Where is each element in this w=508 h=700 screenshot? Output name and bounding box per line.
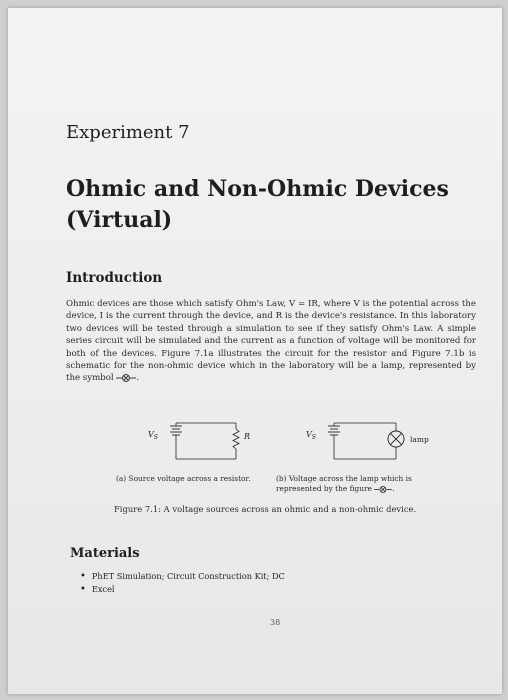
svg-text:VS — [148, 430, 158, 441]
caption-a: (a) Source voltage across a resistor. — [116, 474, 251, 483]
left-voltage-source-icon — [170, 423, 182, 459]
right-voltage-source-icon — [328, 423, 340, 459]
lamp-symbol-icon — [116, 374, 136, 382]
document-page — [8, 8, 502, 694]
page-number: 38 — [270, 618, 281, 627]
caption-b-text: (b) Voltage across the lamp which is represented by the figure — [276, 474, 412, 493]
right-source-label: V — [306, 430, 312, 439]
resistor-icon — [233, 429, 239, 449]
page-title — [66, 174, 486, 236]
resistor-label: R — [244, 432, 251, 441]
left-source-label: V — [148, 430, 154, 439]
lamp-icon — [388, 431, 404, 447]
lamp-circuit — [306, 423, 429, 459]
lamp-label: lamp — [410, 435, 429, 444]
list-item: • PhET Simulation; Circuit Construction Kit; DC — [80, 570, 285, 583]
introduction-text-end: . — [136, 373, 140, 384]
svg-text:VS — [306, 430, 316, 441]
right-source-subscript: S — [311, 434, 316, 441]
list-item: • Excel — [80, 583, 285, 596]
materials-list — [80, 570, 285, 596]
materials-heading: Materials — [70, 546, 140, 561]
experiment-label: Experiment 7 — [66, 122, 190, 143]
left-source-subscript: S — [153, 434, 158, 441]
title-line-2: (Virtual) — [66, 207, 173, 233]
caption-b-end: . — [392, 484, 395, 493]
figure-caption: Figure 7.1: A voltage sources across an ohmic and a non-ohmic device. — [114, 504, 417, 514]
caption-b — [276, 474, 456, 494]
introduction-text: Ohmic devices are those which satisfy Ohm's Law, V = IR, where V is the potential across the device, I is the current through the device, and R is the device's resistance. In this laboratory two devices will be tested through a simulation to see if they satisfy Ohm's Law. A simple series circuit will be simulated and the current as a function of voltage will be monitored for both of the devices. Figure 7.1a illustrates the circuit for the resistor and Figure 7.1b is schematic for the non-ohmic device which in the laboratory will be a lamp, represented by the symbol — [66, 299, 476, 384]
resistor-circuit — [148, 423, 250, 459]
caption-lamp-symbol-icon — [374, 484, 395, 493]
title-line-1: Ohmic and Non-Ohmic Devices — [66, 176, 449, 202]
introduction-paragraph — [66, 298, 476, 385]
introduction-heading: Introduction — [66, 270, 163, 286]
